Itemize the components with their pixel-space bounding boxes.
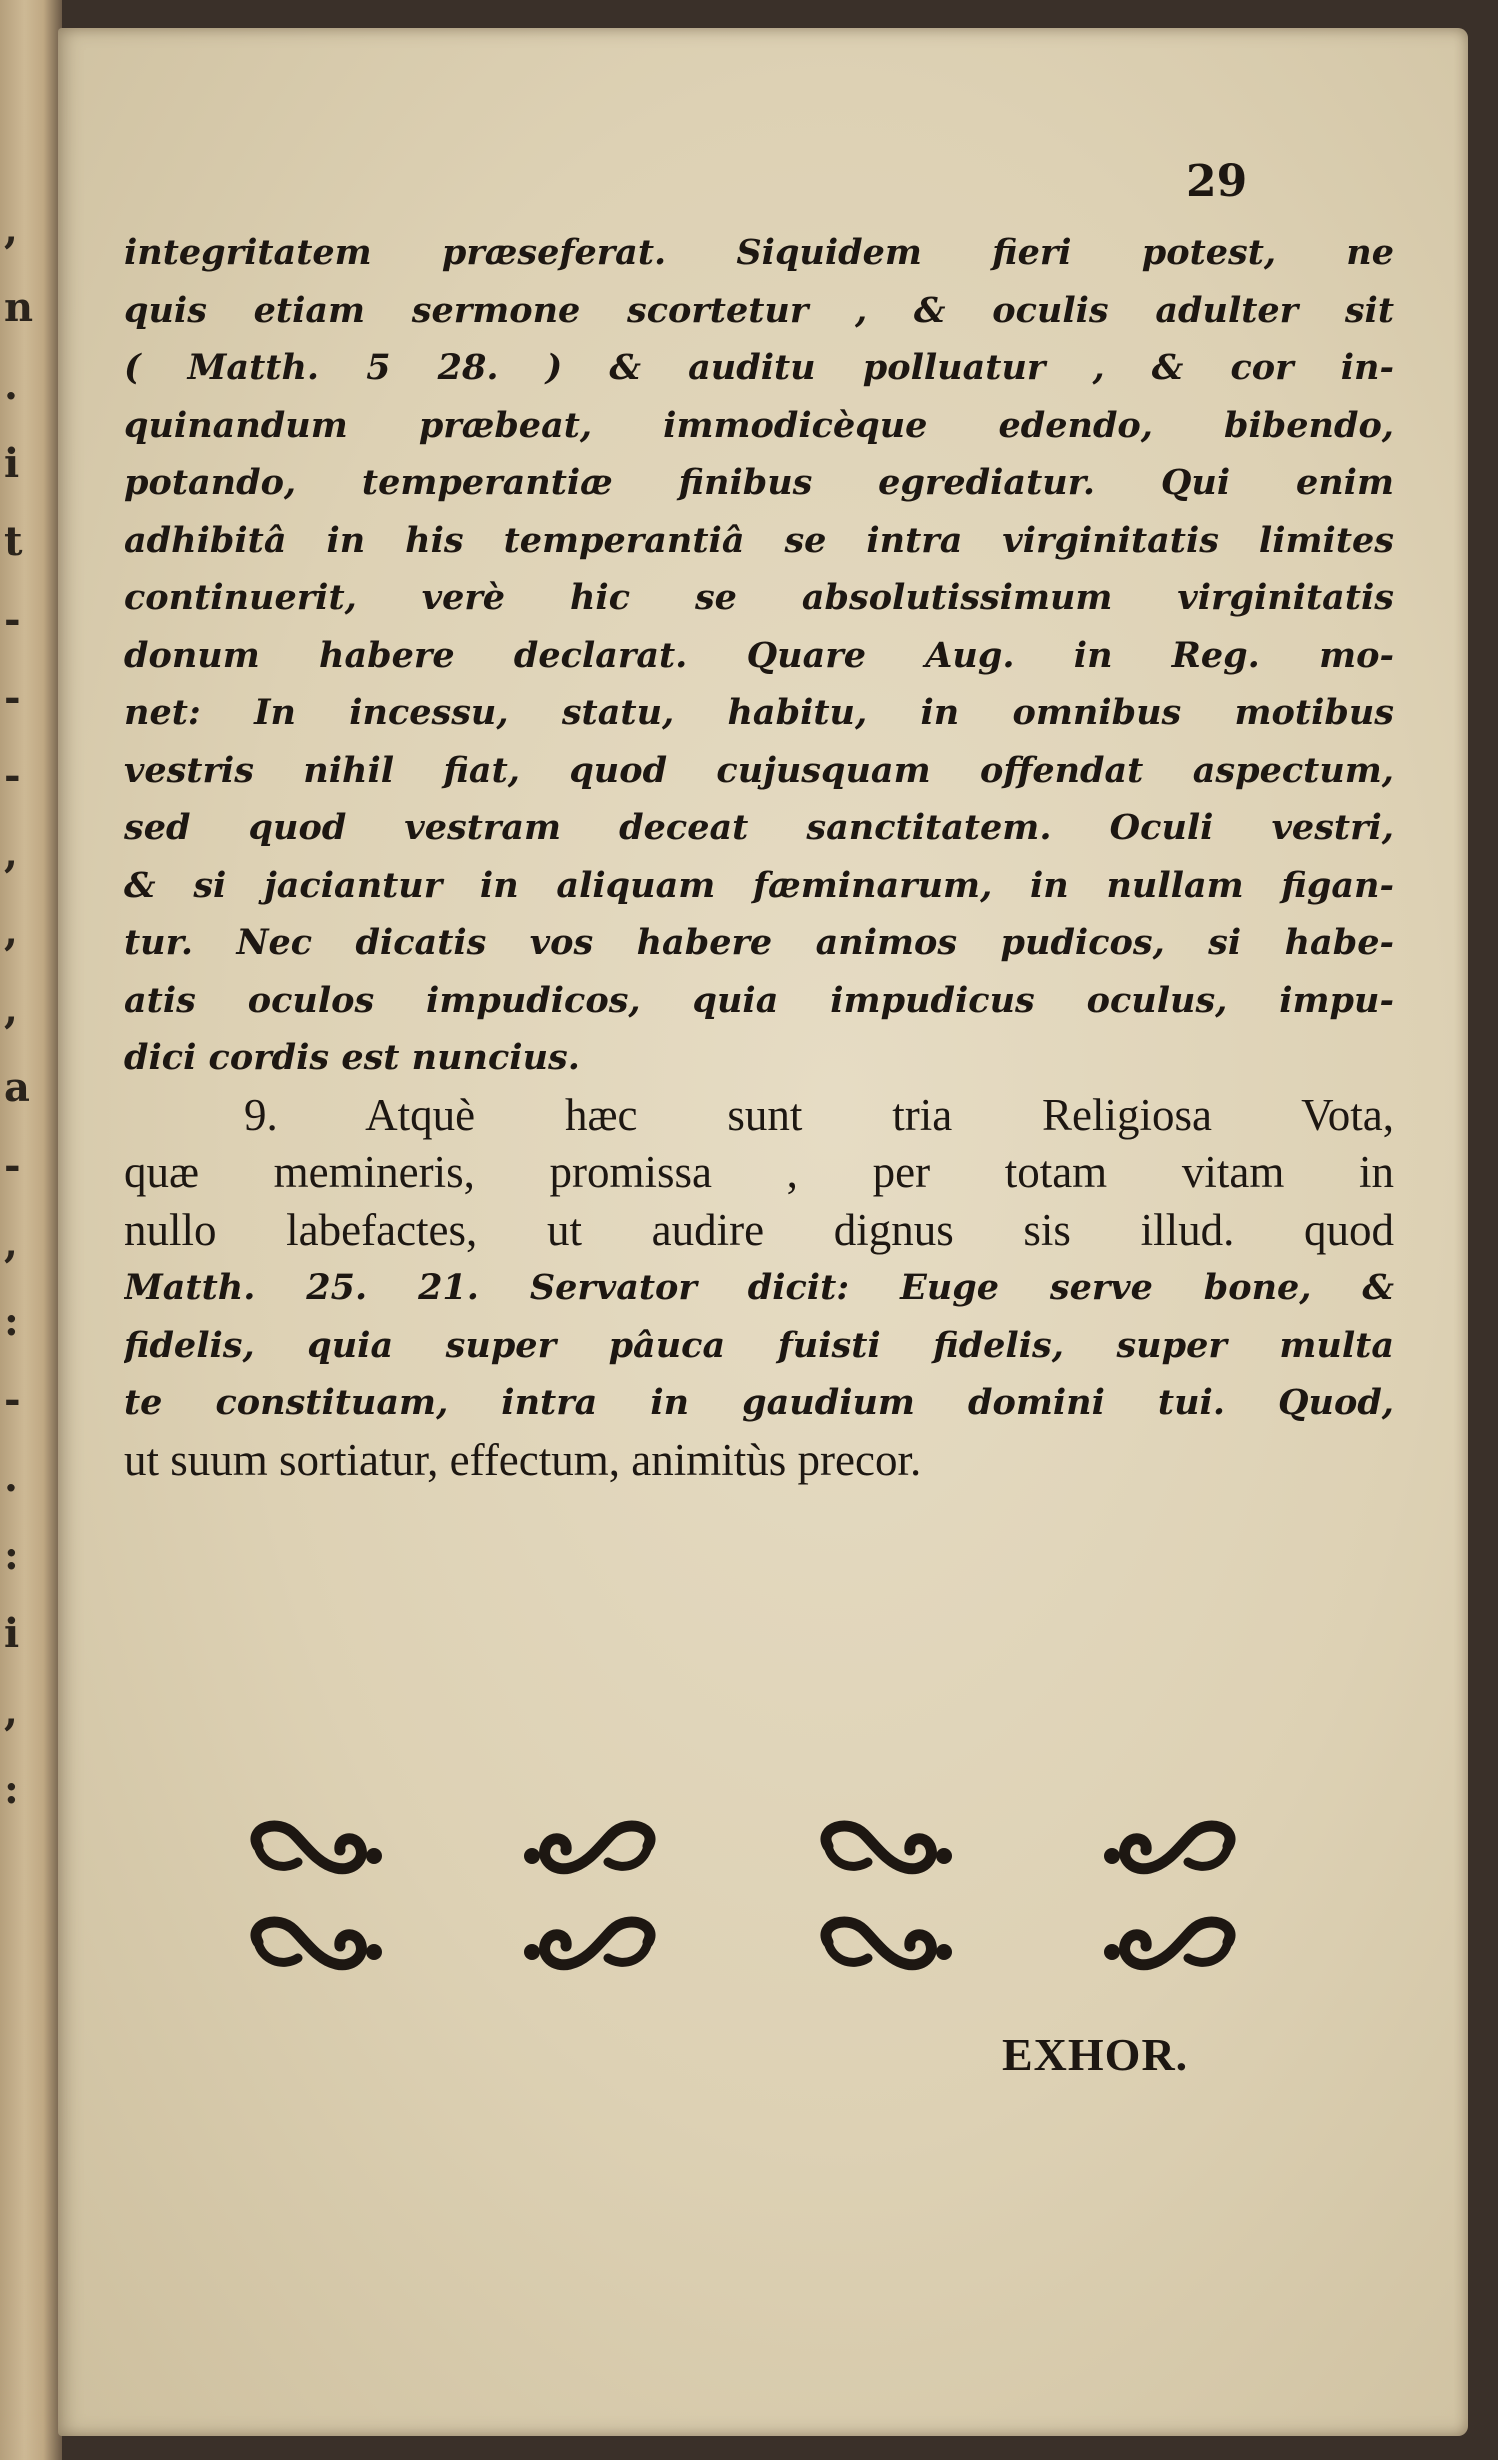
text-line: donum habere declarat. Quare Aug. in Reg. mo- xyxy=(124,634,1394,676)
gutter-mark: i xyxy=(4,1610,20,1657)
text-line: net: In incessu, statu, habitu, in omnibus motibus xyxy=(124,692,1394,733)
previous-page-line-ends xyxy=(0,0,40,2460)
text-line: quis etiam sermone scortetur , & oculis adulter sit xyxy=(124,289,1394,331)
ornament-row-bottom xyxy=(256,1922,1230,1965)
gutter-mark: : xyxy=(4,1298,19,1345)
body-text xyxy=(124,224,1394,1489)
gutter-mark: . xyxy=(4,1454,18,1501)
text-line: atis oculos impudicos, quia impudicus oculus, impu- xyxy=(124,979,1394,1021)
ornament-row-top xyxy=(256,1826,1230,1869)
text-line: dici cordis est nuncius. xyxy=(124,1037,580,1078)
gutter-mark: - xyxy=(4,596,21,643)
text-line: 9. Atquè hæc sunt tria Religiosa Vota, xyxy=(244,1089,1394,1140)
text-line: ( Matth. 5 28. ) & auditu polluatur , & cor in- xyxy=(124,347,1394,388)
decorative-ornament xyxy=(238,1810,1298,2006)
text-line: nullo labefactes, ut audire dignus sis illud. quod xyxy=(124,1204,1394,1255)
gutter-mark: , xyxy=(4,830,18,877)
text-line: adhibitâ in his temperantiâ se intra virginitatis limites xyxy=(124,519,1394,561)
catchword: EXHOR. xyxy=(1002,2029,1189,2080)
gutter-mark: - xyxy=(4,752,21,799)
gutter-mark: , xyxy=(4,206,18,253)
gutter-mark: t xyxy=(4,518,23,565)
gutter-mark: a xyxy=(4,1064,30,1111)
text-line: tur. Nec dicatis vos habere animos pudicos, si habe- xyxy=(124,922,1394,963)
text-line: Matth. 25. 21. Servator dicit: Euge serve bone, & xyxy=(124,1267,1394,1308)
gutter-mark: . xyxy=(4,362,18,409)
gutter-mark: - xyxy=(4,1376,21,1423)
page-number: 29 xyxy=(1186,156,1248,207)
text-line: sed quod vestram deceat sanctitatem. Oculi vestri, xyxy=(124,807,1394,848)
text-line: quæ memineris, promissa , per totam vitam in xyxy=(124,1147,1394,1197)
gutter-mark: , xyxy=(4,1688,18,1735)
text-line: ut suum sortiatur, effectum, animitùs precor. xyxy=(124,1434,922,1485)
gutter-mark: , xyxy=(4,908,18,955)
gutter-mark: i xyxy=(4,440,20,487)
text-line: te constituam, intra in gaudium domini tui. Quod, xyxy=(124,1382,1394,1423)
text-line: potando, temperantiæ finibus egrediatur. Qui enim xyxy=(124,462,1394,503)
text-line: & si jaciantur in aliquam fæminarum, in nullam figan- xyxy=(124,864,1394,906)
text-line: vestris nihil fiat, quod cujusquam offendat aspectum, xyxy=(124,749,1394,791)
gutter-mark: : xyxy=(4,1532,19,1579)
gutter-mark: : xyxy=(4,1766,19,1813)
text-line: integritatem præseferat. Siquidem fieri potest, ne xyxy=(124,232,1394,273)
gutter-mark: , xyxy=(4,986,18,1033)
gutter-mark: , xyxy=(4,1220,18,1267)
text-line: quinandum præbeat, immodicèque edendo, bibendo, xyxy=(124,404,1394,446)
gutter-mark: n xyxy=(4,284,34,331)
gutter-mark: - xyxy=(4,674,21,721)
book-page xyxy=(58,28,1468,2436)
text-line: fidelis, quia super pâuca fuisti fidelis, super multa xyxy=(124,1324,1394,1366)
gutter-mark: - xyxy=(4,1142,21,1189)
text-line: continuerit, verè hic se absolutissimum virginitatis xyxy=(124,577,1394,618)
